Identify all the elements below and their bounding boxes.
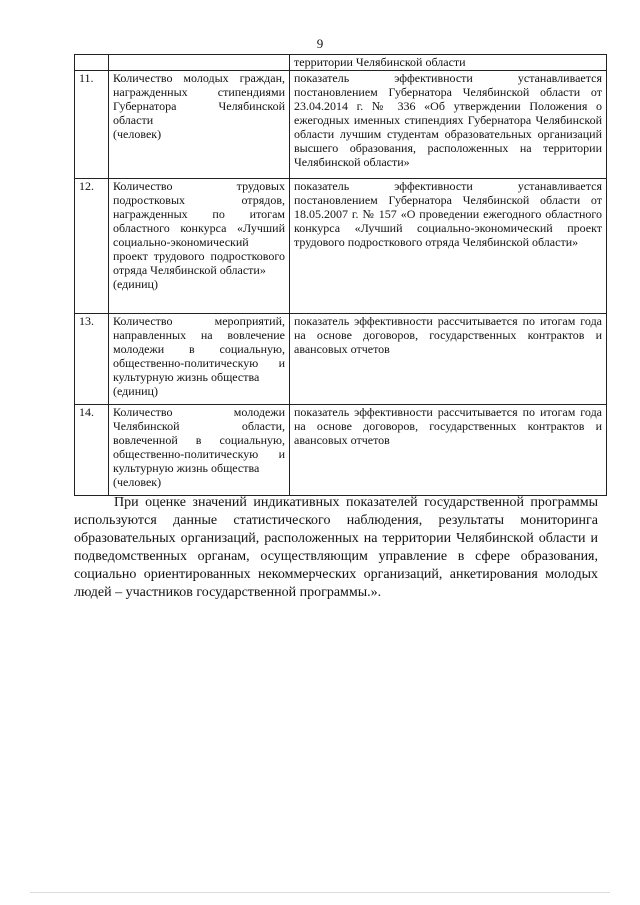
- row-number: 14.: [75, 405, 109, 496]
- cell-num: [75, 55, 109, 71]
- indicator-name-text: Количество трудовых подростковых отрядов, награжденных по итогам областного конкурса «Лучший социально-экономический проект трудового подросткового отряда Челябинской области»: [113, 179, 285, 277]
- page-bottom-divider: [30, 892, 610, 893]
- indicator-unit: (единиц): [113, 384, 158, 398]
- page-number: 9: [316, 36, 324, 51]
- row-number: 12.: [75, 179, 109, 314]
- table-row: [75, 405, 607, 496]
- indicator-description: показатель эффективности рассчитывается по итогам года на основе договоров, государственных контрактов и авансовых отчетов: [290, 405, 607, 496]
- closing-paragraph: При оценке значений индикативных показателей государственной программы используются данные статистического наблюдения, результаты мониторинга образовательных организаций, расположенных на территории Челябинской области и подведомственных органам, осуществляющим управление в сфере образования, социально ориентированных некоммерческих организаций, анкетирования молодых людей – участников государственной программы.».: [74, 495, 598, 600]
- indicator-description: показатель эффективности рассчитывается по итогам года на основе договоров, государственных контрактов и авансовых отчетов: [290, 314, 607, 405]
- indicator-unit: (единиц): [113, 277, 158, 291]
- row-number: 13.: [75, 314, 109, 405]
- indicator-description: показатель эффективности устанавливается постановлением Губернатора Челябинской области от 18.05.2007 г. № 157 «О проведении ежегодного областного конкурса «Лучший социально-экономический проект трудового подросткового отряда Челябинской области»: [290, 179, 607, 314]
- indicator-name-text: Количество мероприятий, направленных на вовлечение молодежи в социальную, общественно-политическую и культурную жизнь общества: [113, 314, 285, 384]
- indicator-unit: (человек): [113, 127, 162, 141]
- row-number: 11.: [75, 71, 109, 179]
- cell-name: [109, 55, 290, 71]
- indicator-name: [109, 405, 290, 496]
- indicator-unit: (человек): [113, 475, 162, 489]
- indicator-name: [109, 314, 290, 405]
- indicator-name-text: Количество молодых граждан, награжденных стипендиями Губернатора Челябинской области: [113, 71, 285, 127]
- indicator-description: показатель эффективности устанавливается постановлением Губернатора Челябинской области от 23.04.2014 г. № 336 «Об утверждении Положения о ежегодных именных стипендиях Губернатора Челябинской области лучшим студентам образовательных организаций высшего образования, расположенных на территории Челябинской области»: [290, 71, 607, 179]
- indicator-name: [109, 179, 290, 314]
- indicators-table: [74, 54, 607, 496]
- indicator-name-text: Количество молодежи Челябинской области, вовлеченной в социальную, общественно-политическую и культурную жизнь общества: [113, 405, 285, 475]
- table-row: [75, 179, 607, 314]
- table-row: [75, 314, 607, 405]
- indicator-name: [109, 71, 290, 179]
- table-row-continuation: [75, 55, 607, 71]
- table-row: [75, 71, 607, 179]
- cell-description: территории Челябинской области: [290, 55, 607, 71]
